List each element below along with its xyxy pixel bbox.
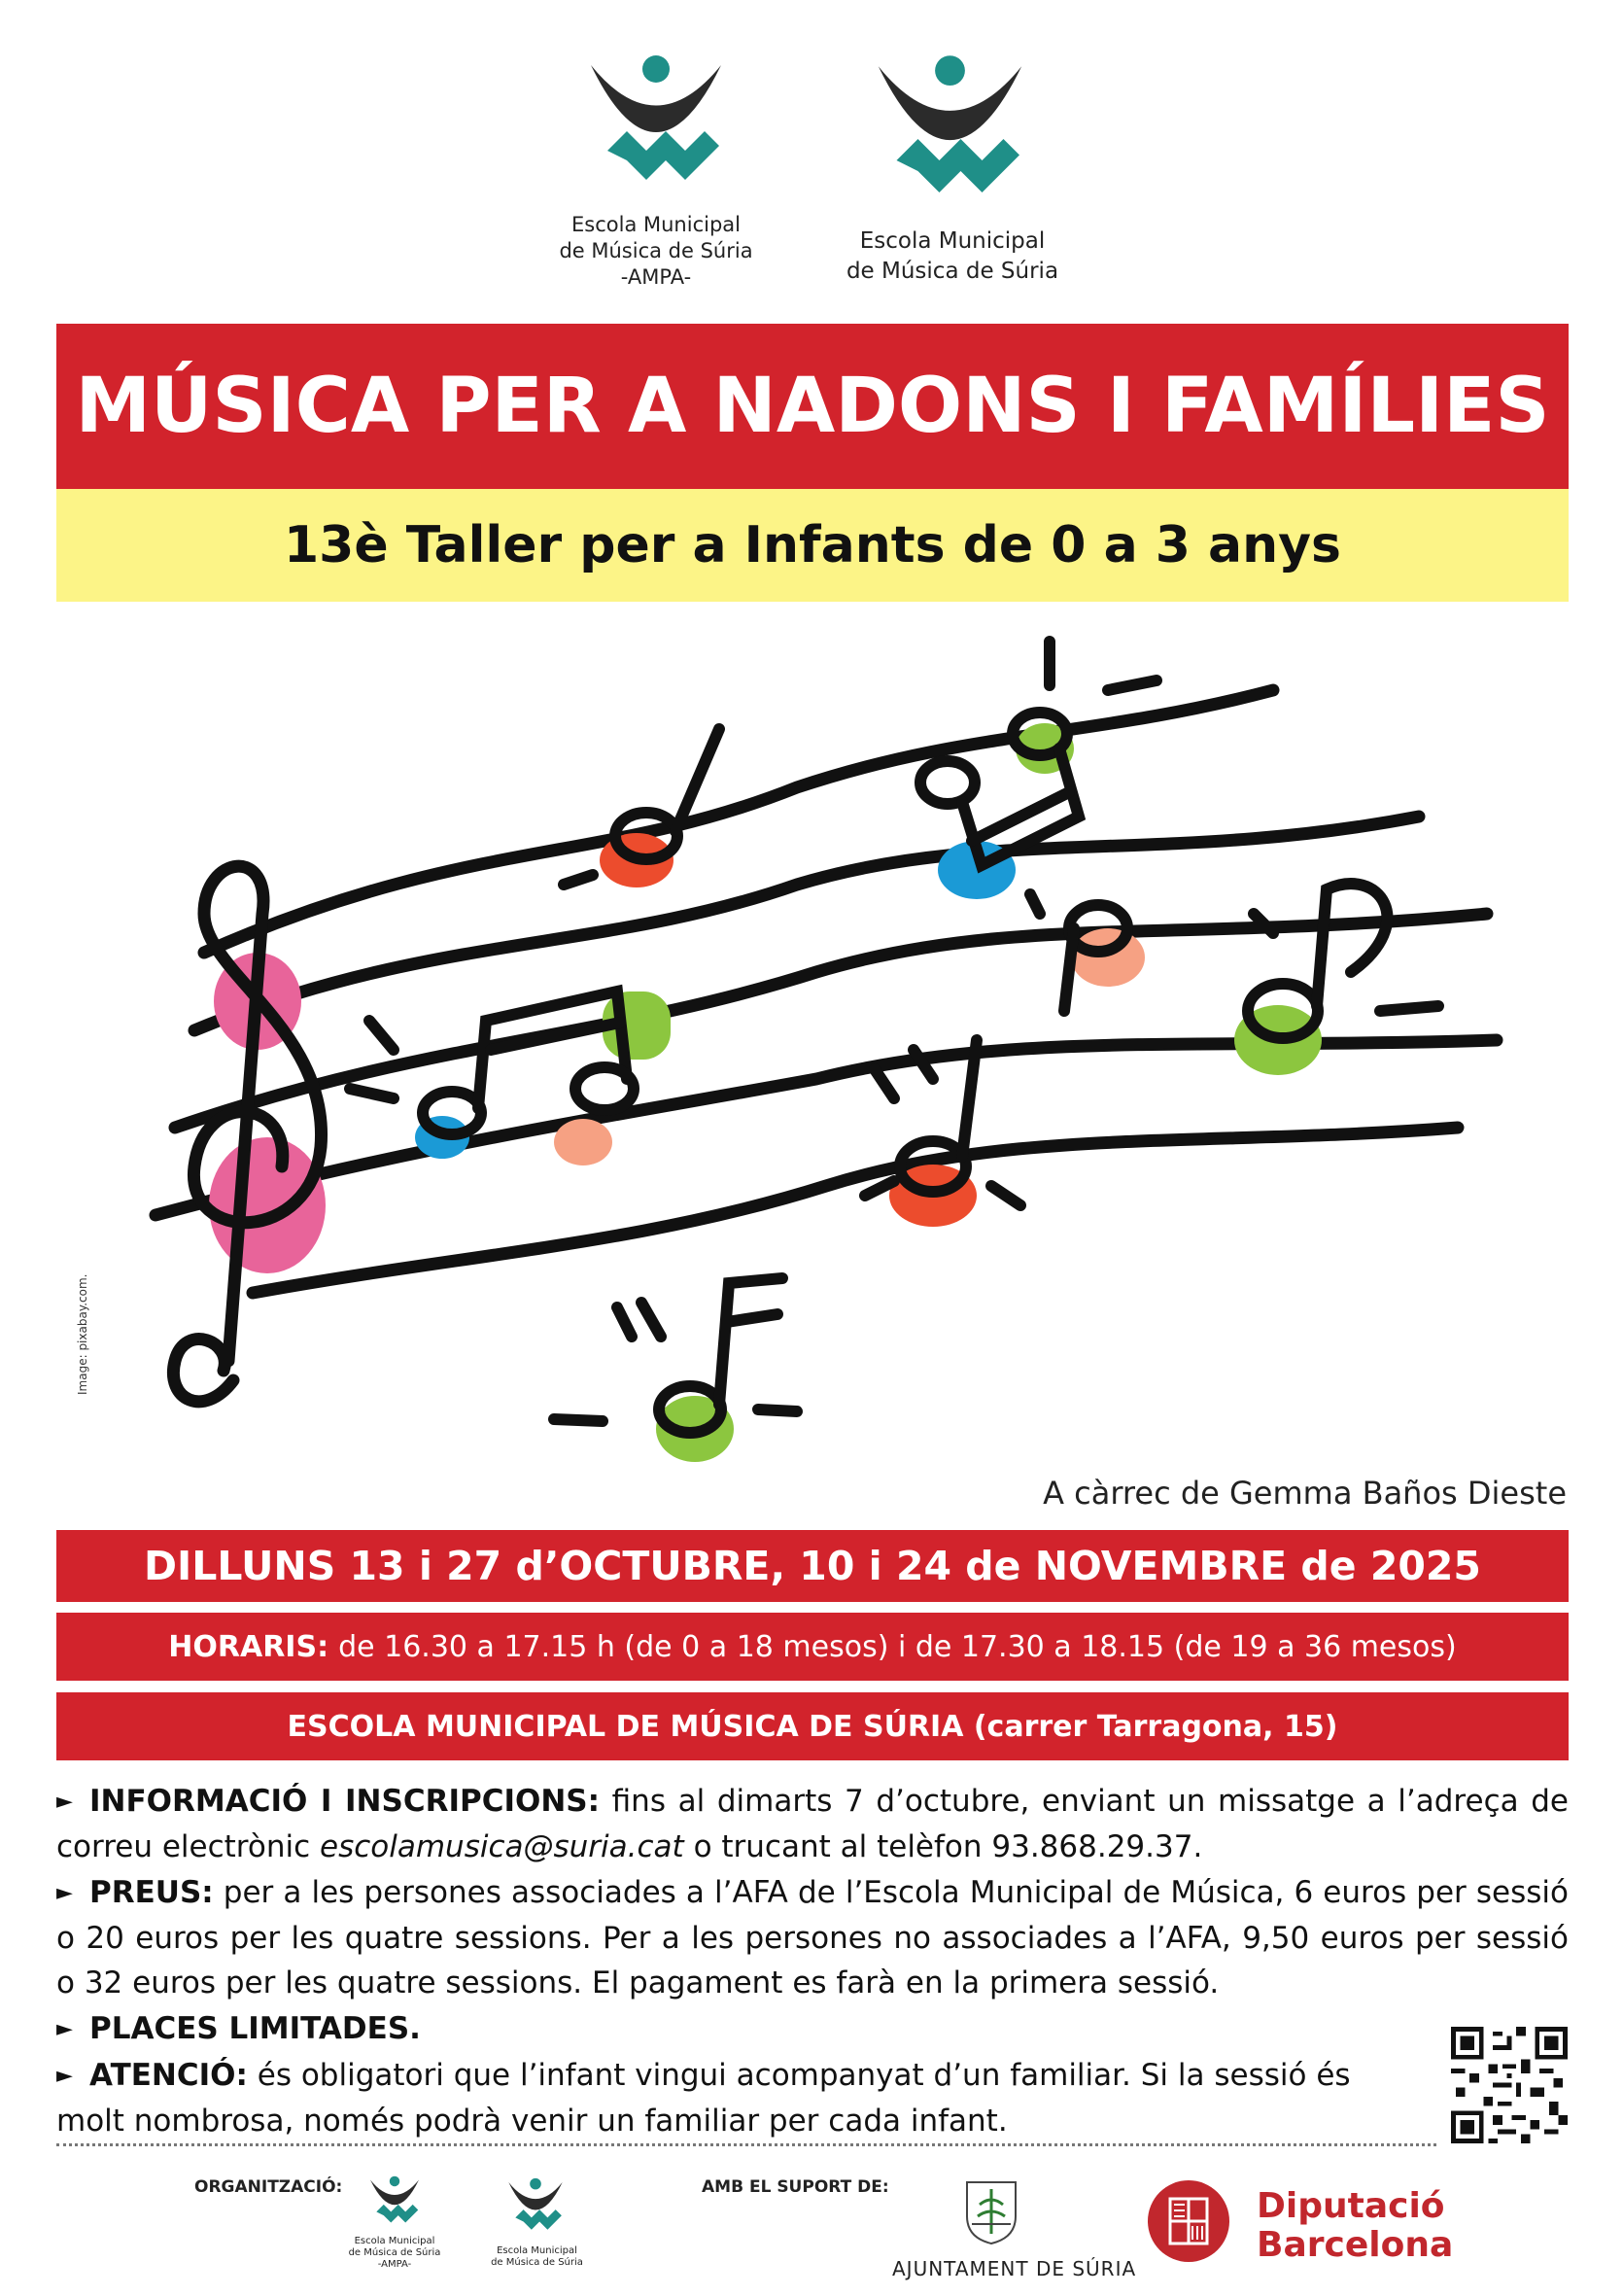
prices-label: PREUS: <box>89 1875 214 1910</box>
support-label: AMB EL SUPORT DE: <box>702 2177 889 2197</box>
bullet-arrow-icon: ► <box>56 1790 73 1814</box>
info-section <box>56 1779 1569 1869</box>
footer-school-logo-icon <box>505 2177 566 2238</box>
info-label: INFORMACIÓ I INSCRIPCIONS: <box>89 1784 601 1819</box>
info-text2: o trucant al telèfon 93.868.29.37. <box>693 1829 1203 1864</box>
limited-section <box>56 2006 1569 2052</box>
school-logo-icon <box>870 53 1030 214</box>
image-credit: Image: pixabay.com. <box>76 1273 89 1395</box>
page-subtitle: 13è Taller per a Infants de 0 a 3 anys <box>56 489 1569 602</box>
music-notes-illustration <box>58 622 1555 1478</box>
bullet-arrow-icon: ► <box>56 1881 73 1905</box>
ajuntament-label: AJUNTAMENT DE SÚRIA <box>892 2257 1137 2280</box>
diputacio-logo-icon <box>1147 2179 1230 2263</box>
attention-section <box>56 2053 1359 2143</box>
ajuntament-shield-icon <box>962 2177 1020 2245</box>
footer-ampa-caption: Escola Municipal de Música de Súria -AMPA- <box>348 2236 441 2270</box>
info-text1: fins al dimarts 7 d’octubre, enviant un missatge a l’adreça de correu electrònic <box>56 1784 1569 1864</box>
attention-text: és obligatori que l’infant vingui acompanyat d’un familiar. Si la sessió és molt nombrosa, només podrà venir un familiar per cada infant. <box>56 2058 1351 2139</box>
place-bar: ESCOLA MUNICIPAL DE MÚSICA DE SÚRIA (carrer Tarragona, 15) <box>56 1692 1569 1760</box>
limited-label: PLACES LIMITADES. <box>89 2011 421 2046</box>
ampa-logo-icon <box>583 53 729 199</box>
hours-text: de 16.30 a 17.15 h (de 0 a 18 mesos) i de 17.30 a 18.15 (de 19 a 36 mesos) <box>338 1629 1457 1664</box>
organization-label: ORGANITZACIÓ: <box>194 2177 343 2197</box>
attention-label: ATENCIÓ: <box>89 2058 248 2093</box>
bullet-arrow-icon: ► <box>56 2017 73 2041</box>
ampa-logo-caption: Escola Municipal de Música de Súria -AMPA- <box>559 213 753 289</box>
qr-code-icon[interactable] <box>1451 2027 1568 2143</box>
hours-label: HORARIS: <box>168 1629 329 1664</box>
footer-divider <box>56 2143 1436 2146</box>
prices-section <box>56 1870 1569 2005</box>
prices-text: per a les persones associades a l’AFA de l’Escola Municipal de Música, 6 euros per sessió o 20 euros per les quatre sessions. Per a les persones no associades a l’AFA, 9,50 euros per sessió o 32 euros per les quatre sessions. El pagament es farà en la primera sessió. <box>56 1875 1570 2000</box>
hours-bar <box>56 1613 1569 1681</box>
school-logo-caption: Escola Municipal de Música de Súria <box>846 228 1059 284</box>
dates-bar: DILLUNS 13 i 27 d’OCTUBRE, 10 i 24 de NOVEMBRE de 2025 <box>56 1530 1569 1602</box>
info-email[interactable]: escolamusica@suria.cat <box>320 1829 684 1864</box>
diputacio-name: Diputació Barcelona <box>1257 2186 1454 2265</box>
footer-ampa-logo-icon <box>367 2175 422 2230</box>
footer-school-caption: Escola Municipal de Música de Súria <box>491 2245 583 2268</box>
page-title: MÚSICA PER A NADONS I FAMÍLIES <box>56 324 1569 489</box>
bullet-arrow-icon: ► <box>56 2064 73 2088</box>
instructor-credit: A càrrec de Gemma Baños Dieste <box>1043 1475 1567 1512</box>
